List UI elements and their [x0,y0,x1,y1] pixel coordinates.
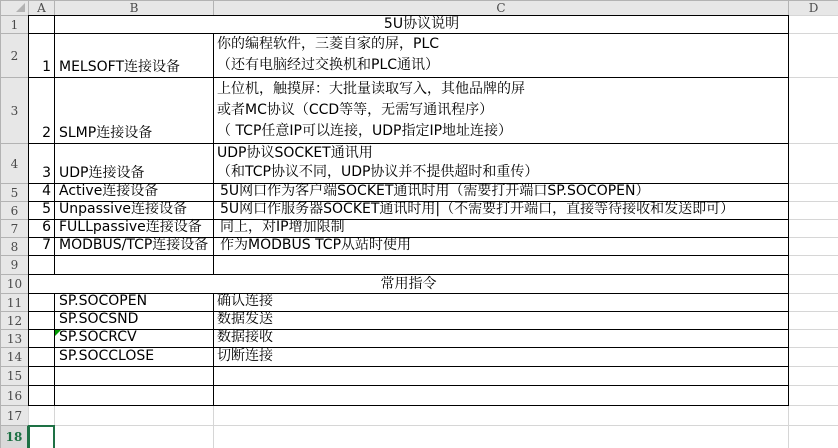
description-line: 你的编程软件，三菱自家的屏，PLC [217,36,440,52]
cell-b7[interactable]: FULLpassive连接设备 [54,219,214,238]
cell-a2[interactable]: 1 [28,33,55,78]
row-header-7[interactable]: 7 [0,219,29,238]
row-header-2[interactable]: 2 [0,33,29,78]
cell-c15[interactable] [213,366,789,386]
column-header-a[interactable]: A [28,0,55,16]
select-all-corner[interactable] [0,0,29,16]
cell-c6[interactable] [213,201,789,220]
description-line: 5U网口作服务器SOCKET通讯时用|（不需要打开端口，直接等待接收和发送即可） [220,201,735,217]
select-all-icon [16,3,25,12]
cell-a3[interactable]: 2 [28,77,55,144]
row-header-9[interactable]: 9 [0,255,29,275]
command-cell[interactable]: SP.SOCOPEN [54,293,214,312]
cell[interactable] [28,15,55,34]
description-line: 或者MC协议（CCD等等，无需写通讯程序） [217,102,494,118]
cell[interactable] [788,15,838,34]
row-header-3[interactable]: 3 [0,77,29,144]
cell-b4[interactable]: UDP连接设备 [54,143,214,184]
cell-b2[interactable]: MELSOFT连接设备 [54,33,214,78]
row-header-15[interactable]: 15 [0,366,29,386]
cell-a9[interactable] [28,255,55,275]
cell-c2[interactable] [213,33,789,78]
cell-c7[interactable] [213,219,789,238]
cell-c4[interactable] [213,143,789,184]
description-line: UDP协议SOCKET通讯用 [217,145,373,161]
cell-a15[interactable] [28,366,55,386]
description-line: （ TCP任意IP可以连接，UDP指定IP地址连接） [217,123,513,139]
cell[interactable] [788,366,838,386]
error-indicator-icon [55,330,61,336]
row-header-6[interactable]: 6 [0,201,29,220]
description-line: 同上，对IP增加限制 [220,219,345,235]
column-header-b[interactable]: B [54,0,214,16]
row-header-11[interactable]: 11 [0,293,29,312]
description-line: 5U网口作为客户端SOCKET通讯时用（需要打开端口SP.SOCOPEN） [220,183,650,199]
description-line: （还有电脑经过交换机和PLC通讯） [217,57,440,73]
cell-b3[interactable]: SLMP连接设备 [54,77,214,144]
row-header-1[interactable]: 1 [0,15,29,34]
command-cell[interactable]: SP.SOCRCV [54,329,214,348]
cell[interactable] [788,237,838,256]
row-header-13[interactable]: 13 [0,329,29,348]
cell-a11[interactable] [28,293,55,312]
row-header-17[interactable]: 17 [0,405,29,426]
column-header-d[interactable]: D [788,0,838,16]
cell-b6[interactable]: Unpassive连接设备 [54,201,214,220]
description-line: （和TCP协议不同，UDP协议并不提供超时和重传） [217,164,539,180]
cell-a6[interactable]: 5 [28,201,55,220]
cell[interactable] [788,385,838,406]
command-cell[interactable]: SP.SOCCLOSE [54,347,214,367]
cell[interactable] [54,425,214,448]
cell-a13[interactable] [28,329,55,348]
row-header-16[interactable]: 16 [0,385,29,406]
cell-a16[interactable] [28,385,55,406]
row-header-18[interactable]: 18 [0,425,29,448]
command-desc-cell[interactable]: 确认连接 [213,293,789,312]
cell[interactable] [788,405,838,426]
cell[interactable] [213,425,789,448]
command-desc-cell[interactable]: 数据接收 [213,329,789,348]
cell-b9[interactable] [54,255,214,275]
column-header-c[interactable]: C [213,0,789,16]
row-header-8[interactable]: 8 [0,237,29,256]
cell[interactable] [28,405,55,426]
active-cell-border [28,425,55,448]
cell-c5[interactable] [213,183,789,202]
cell-a7[interactable]: 6 [28,219,55,238]
cell-a4[interactable]: 3 [28,143,55,184]
cell-b16[interactable] [54,385,214,406]
cell-a5[interactable]: 4 [28,183,55,202]
cell-b5[interactable]: Active连接设备 [54,183,214,202]
command-desc-cell[interactable]: 数据发送 [213,311,789,330]
table2-title[interactable]: 常用指令 [28,274,789,294]
cell[interactable] [788,77,838,144]
cell-a12[interactable] [28,311,55,330]
cell[interactable] [788,293,838,312]
row-header-10[interactable]: 10 [0,274,29,294]
cell[interactable] [54,405,214,426]
command-cell[interactable]: SP.SOCSND [54,311,214,330]
cell-a14[interactable] [28,347,55,367]
cell[interactable] [788,347,838,367]
cell[interactable] [788,201,838,220]
cell[interactable] [788,255,838,275]
row-header-14[interactable]: 14 [0,347,29,367]
table1-title[interactable]: 5U协议说明 [54,15,789,34]
cell-a8[interactable]: 7 [28,237,55,256]
cell-c9[interactable] [213,255,789,275]
cell[interactable] [788,143,838,184]
description-line: 上位机，触摸屏：大批量读取写入，其他品牌的屏 [217,81,525,97]
row-header-5[interactable]: 5 [0,183,29,202]
cell-b15[interactable] [54,366,214,386]
cell[interactable] [213,405,789,426]
cell-b8[interactable]: MODBUS/TCP连接设备 [54,237,214,256]
cell[interactable] [788,183,838,202]
command-desc-cell[interactable]: 切断连接 [213,347,789,367]
cell-c3[interactable] [213,77,789,144]
row-header-12[interactable]: 12 [0,311,29,330]
cell[interactable] [788,329,838,348]
cell-c8[interactable] [213,237,789,256]
cell[interactable] [788,219,838,238]
cell[interactable] [788,274,838,294]
row-header-4[interactable]: 4 [0,143,29,184]
cell-c16[interactable] [213,385,789,406]
description-line: 作为MODBUS TCP从站时使用 [220,237,412,253]
cell[interactable] [788,33,838,78]
cell[interactable] [788,311,838,330]
cell[interactable] [788,425,838,448]
